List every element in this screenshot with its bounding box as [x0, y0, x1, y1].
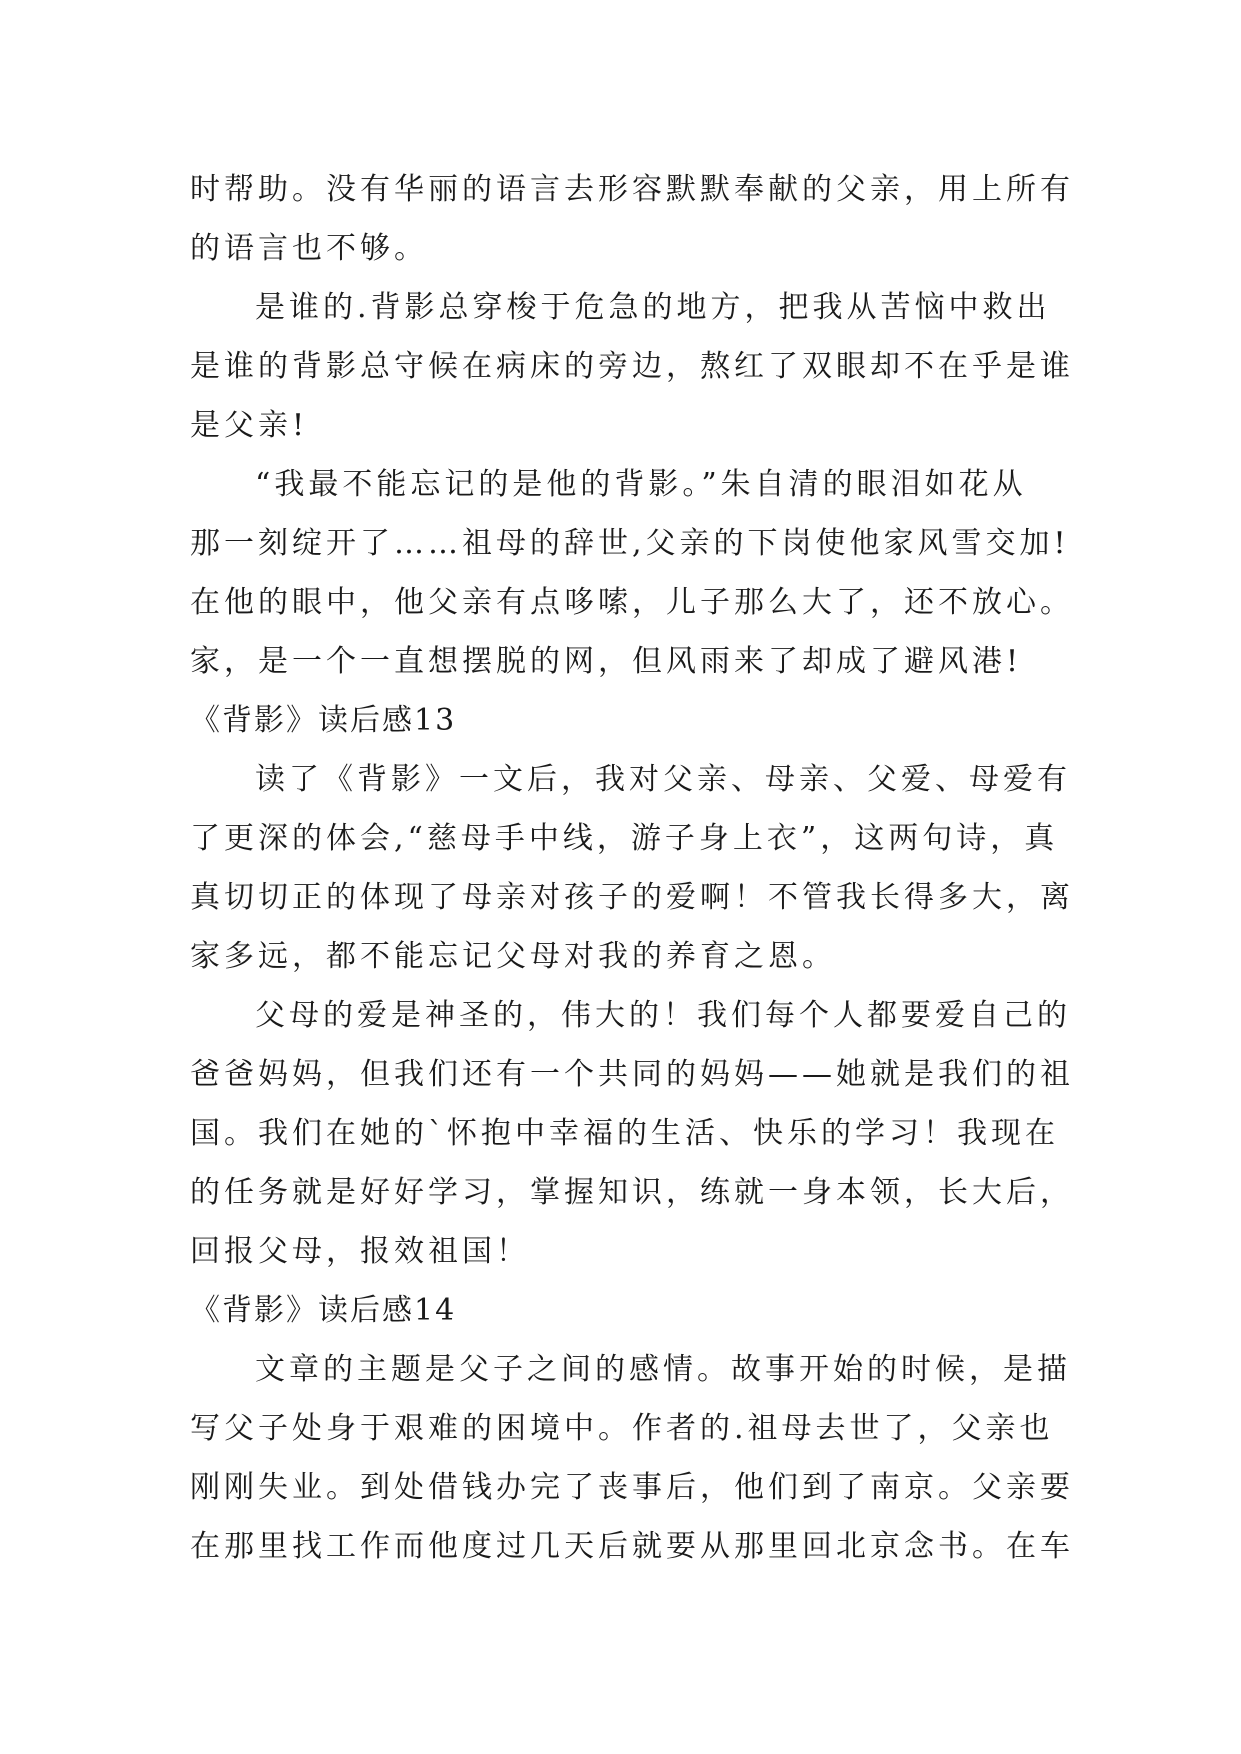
paragraph-line: 的任务就是好好学习，掌握知识，练就一身本领，长大后， [190, 1175, 1074, 1210]
paragraph-line: 在他的眼中，他父亲有点哆嗦，儿子那么大了，还不放心。 [190, 585, 1074, 620]
paragraph-line: 的语言也不够。 [190, 231, 428, 266]
paragraph-line: 写父子处身于艰难的困境中。作者的.祖母去世了，父亲也 [190, 1411, 1054, 1446]
paragraph-line: 是父亲! [190, 408, 309, 443]
paragraph-line: 时帮助。没有华丽的语言去形容默默奉献的父亲，用上所有 [190, 172, 1074, 207]
paragraph-line: “我最不能忘记的是他的背影。”朱自清的眼泪如花从 [255, 467, 1027, 502]
paragraph-line: 家多远，都不能忘记父母对我的养育之恩。 [190, 939, 836, 974]
paragraph-line: 在那里找工作而他度过几天后就要从那里回北京念书。在车 [190, 1529, 1074, 1564]
paragraph-line: 了更深的体会,“慈母手中线，游子身上衣”，这两句诗，真 [190, 821, 1059, 856]
paragraph-line: 爸爸妈妈，但我们还有一个共同的妈妈——她就是我们的祖 [190, 1057, 1074, 1092]
paragraph-line: 国。我们在她的`怀抱中幸福的生活、快乐的学习！我现在 [190, 1116, 1059, 1151]
paragraph-line: 父母的爱是神圣的，伟大的！我们每个人都要爱自己的 [255, 998, 1071, 1033]
paragraph-line: 刚刚失业。到处借钱办完了丧事后，他们到了南京。父亲要 [190, 1470, 1074, 1505]
paragraph-line: 读了《背影》一文后，我对父亲、母亲、父爱、母爱有 [255, 762, 1071, 797]
document-body [190, 160, 1074, 1576]
paragraph-line: 是谁的背影总守候在病床的旁边，熬红了双眼却不在乎是谁 [190, 349, 1074, 384]
paragraph-line: 真切切正的体现了母亲对孩子的爱啊！不管我长得多大，离 [190, 880, 1074, 915]
paragraph-line: 那一刻绽开了……祖母的辞世,父亲的下岗使他家风雪交加! [190, 526, 1070, 561]
section-heading: 《背影》读后感13 [190, 703, 457, 738]
paragraph-line: 文章的主题是父子之间的感情。故事开始的时候，是描 [255, 1352, 1071, 1387]
paragraph-line: 回报父母，报效祖国！ [190, 1234, 530, 1269]
paragraph-line: 家，是一个一直想摆脱的网，但风雨来了却成了避风港! [190, 644, 1023, 679]
paragraph-line: 是谁的.背影总穿梭于危急的地方，把我从苦恼中救出 [255, 290, 1051, 325]
section-heading: 《背影》读后感14 [190, 1293, 457, 1328]
